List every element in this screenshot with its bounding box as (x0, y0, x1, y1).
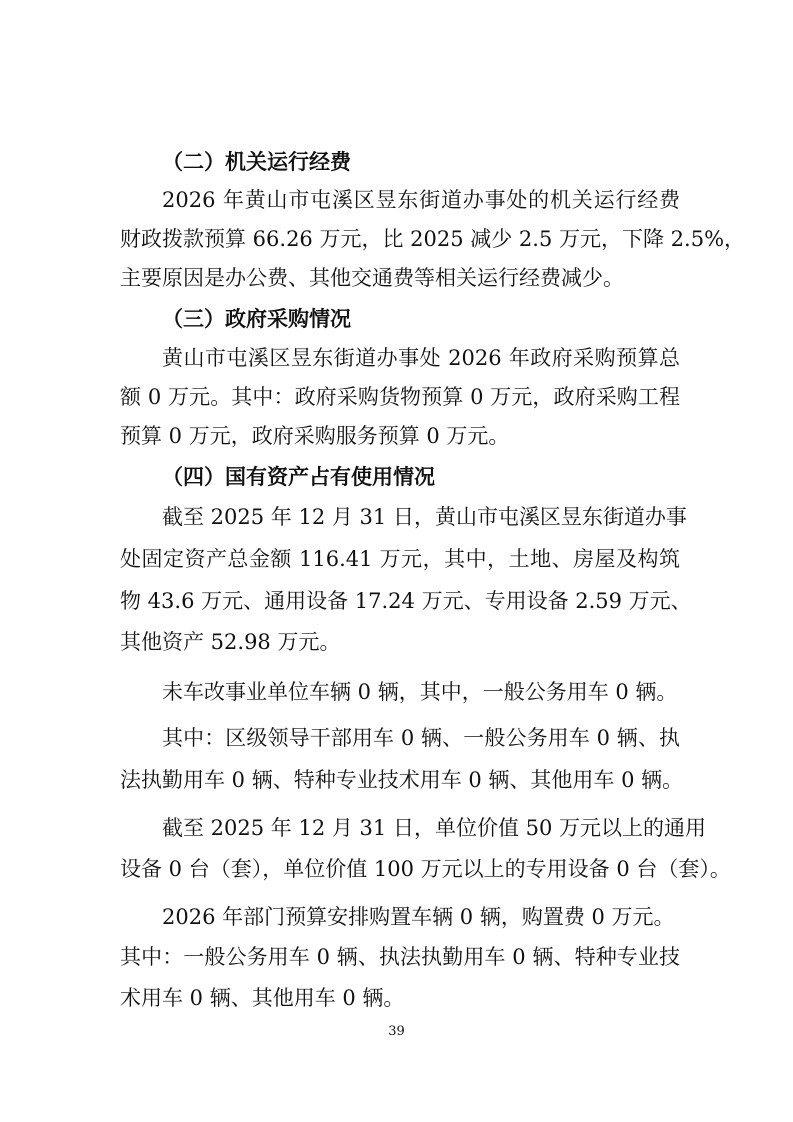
paragraph-line: 其中：区级领导干部用车 0 辆、一般公务用车 0 辆、执 (162, 726, 680, 750)
paragraph-line: 2026 年部门预算安排购置车辆 0 辆，购置费 0 万元。 (162, 905, 675, 929)
paragraph-line: 截至 2025 年 12 月 31 日，黄山市屯溪区昱东街道办事 (162, 505, 687, 529)
paragraph-line: 处固定资产总金额 116.41 万元，其中，土地、房屋及构筑 (120, 547, 680, 571)
paragraph-line: 黄山市屯溪区昱东街道办事处 2026 年政府采购预算总 (162, 346, 680, 370)
paragraph-line: 额 0 万元。其中：政府采购货物预算 0 万元，政府采购工程 (120, 385, 680, 409)
paragraph-line: 设备 0 台（套），单位价值 100 万元以上的专用设备 0 台（套）。 (120, 857, 731, 881)
section-heading-operating-expenses: （二）机关运行经费 (162, 150, 351, 174)
paragraph-line: 其中：一般公务用车 0 辆、执法执勤用车 0 辆、特种专业技 (120, 945, 680, 969)
paragraph-line: 未车改事业单位车辆 0 辆，其中，一般公务用车 0 辆。 (162, 680, 678, 704)
paragraph-line: 主要原因是办公费、其他交通费等相关运行经费减少。 (120, 266, 624, 290)
page-number: 39 (388, 1024, 405, 1039)
paragraph-line: 预算 0 万元，政府采购服务预算 0 万元。 (120, 424, 510, 448)
section-heading-state-assets: （四）国有资产占有使用情况 (162, 465, 435, 489)
paragraph-line: 截至 2025 年 12 月 31 日，单位价值 50 万元以上的通用 (162, 816, 707, 840)
paragraph-line: 物 43.6 万元、通用设备 17.24 万元、专用设备 2.59 万元、 (120, 589, 692, 613)
paragraph-line: 其他资产 52.98 万元。 (120, 630, 341, 654)
section-heading-procurement: （三）政府采购情况 (162, 307, 351, 331)
paragraph-line: 术用车 0 辆、其他用车 0 辆。 (120, 986, 405, 1010)
paragraph-line: 法执勤用车 0 辆、特种专业技术用车 0 辆、其他用车 0 辆。 (120, 768, 684, 792)
paragraph-line: 财政拨款预算 66.26 万元，比 2025 减少 2.5 万元，下降 2.5%， (120, 227, 746, 251)
paragraph-line: 2026 年黄山市屯溪区昱东街道办事处的机关运行经费 (162, 188, 680, 212)
